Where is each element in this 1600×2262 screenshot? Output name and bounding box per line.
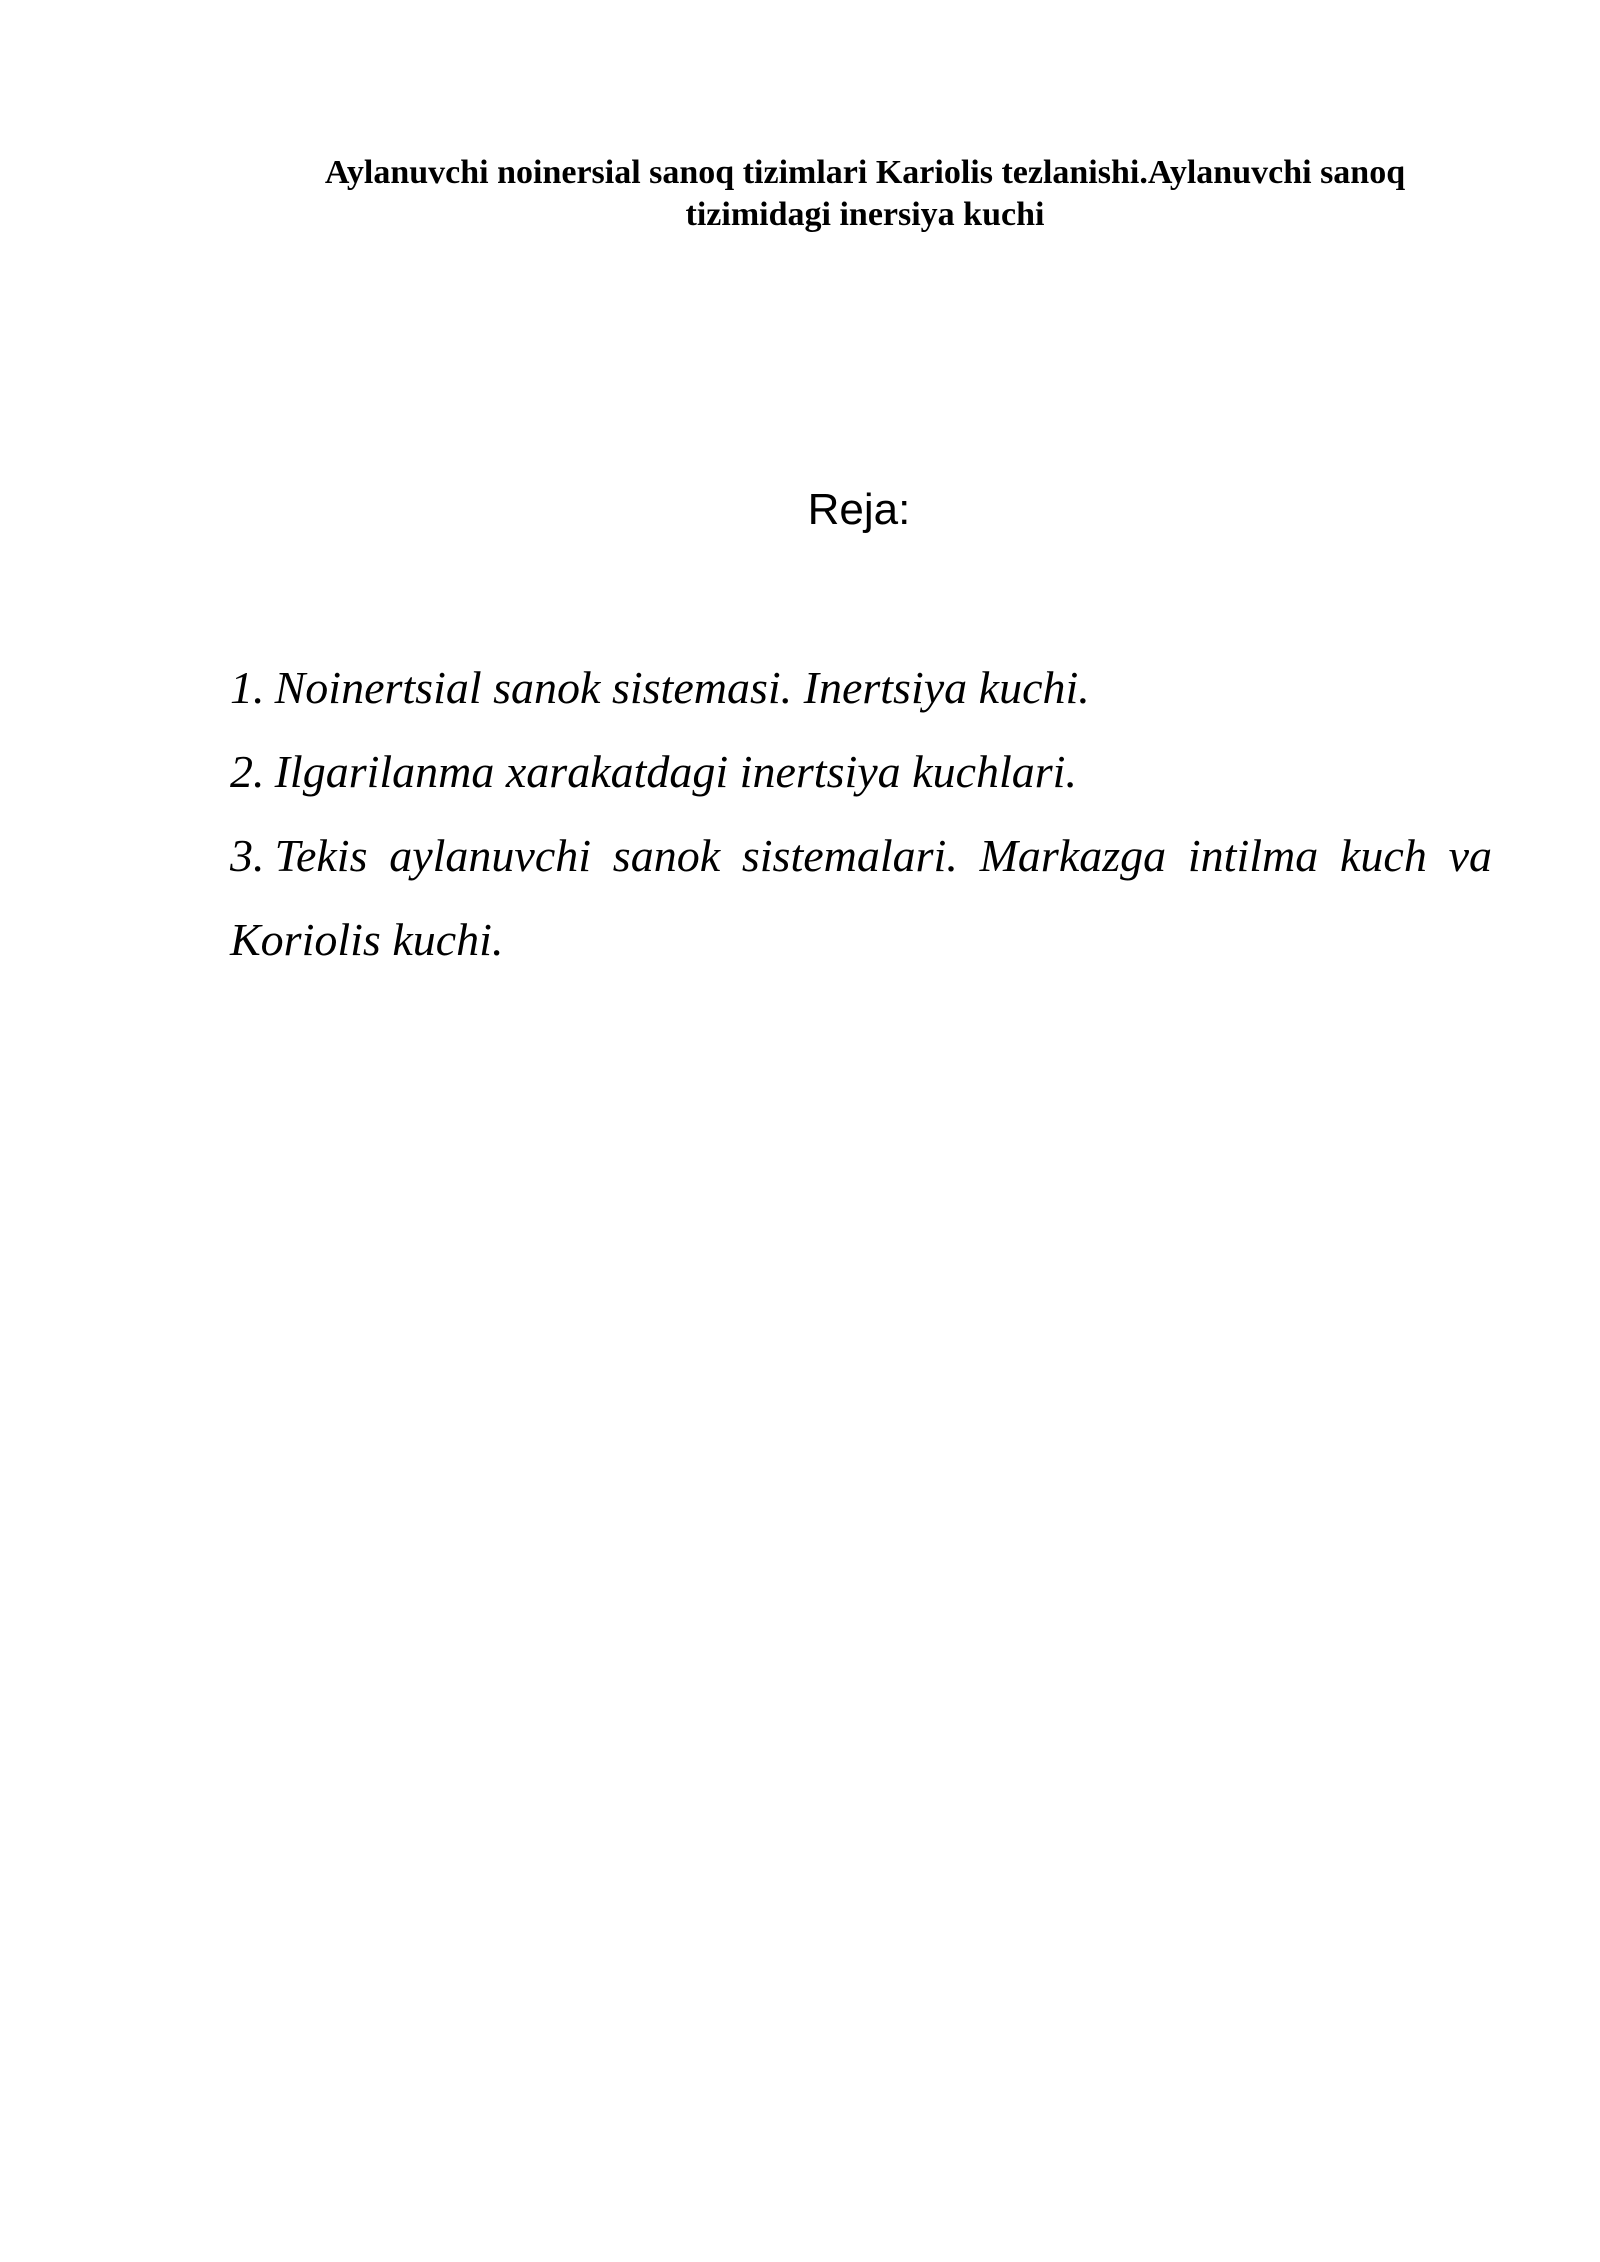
plan-item-number: 2. [230,746,265,797]
plan-item-2 [230,730,1492,814]
document-title-line-1: Aylanuvchi noinersial sanoq tizimlari Kariolis tezlanishi.Aylanuvchi sanoq [324,154,1406,191]
plan-item-number: 1. [230,662,265,713]
plan-heading: Reja: [807,485,911,534]
document-title-line-2: tizimidagi inersiya kuchi [685,196,1045,233]
plan-item-3 [230,814,1492,982]
plan-item-text: Ilgarilanma xarakatdagi inertsiya kuchlari. [274,746,1077,797]
plan-item-1 [230,646,1492,730]
plan-item-text: Tekis aylanuvchi sanok sistemalari. Markazga intilma kuch va Koriolis kuchi. [230,830,1492,965]
plan-list [230,646,1492,982]
plan-item-text: Noinertsial sanok sistemasi. Inertsiya kuchi. [274,662,1090,713]
plan-item-number: 3. [230,830,265,881]
document-title [240,152,1490,236]
